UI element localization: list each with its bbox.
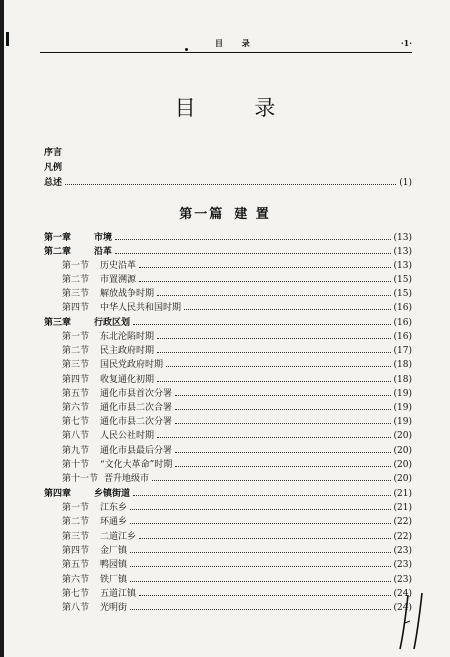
entry-page: (13) <box>393 233 412 243</box>
entry-title: 沿革 <box>94 247 113 257</box>
entry-title: 五道江镇 <box>100 589 137 599</box>
entry-number: 第七节 <box>62 589 90 599</box>
toc-section[interactable] <box>44 300 412 314</box>
entry-number: 第十节 <box>62 460 90 470</box>
entry-page: (18) <box>393 375 412 385</box>
entry-title: 通化市县最后分署 <box>100 446 173 456</box>
dot-leader <box>130 603 391 610</box>
toc-section[interactable] <box>44 600 412 614</box>
entry-title: 解放战争时期 <box>100 289 155 299</box>
entry-page: (23) <box>393 546 412 556</box>
dot-leader <box>175 460 390 467</box>
dot-leader <box>175 417 391 424</box>
entry-number: 第一章 <box>44 233 72 243</box>
dot-leader <box>115 233 391 240</box>
entry-page: (13) <box>393 261 412 271</box>
toc-section[interactable] <box>44 543 412 557</box>
toc-entry-preface[interactable] <box>44 145 412 159</box>
entry-title: 市境 <box>94 233 113 243</box>
dot-leader <box>184 303 391 310</box>
entry-page: (16) <box>393 332 412 342</box>
header-rule <box>40 52 412 53</box>
toc-chapter[interactable] <box>44 486 412 500</box>
toc-section[interactable] <box>44 386 412 400</box>
dot-leader <box>139 532 391 539</box>
entry-number: 第四章 <box>44 489 72 499</box>
entry-page: (20) <box>393 460 412 470</box>
toc-section[interactable] <box>44 272 412 286</box>
entry-number: 第二节 <box>62 346 90 356</box>
entry-number: 第四节 <box>62 546 90 556</box>
entry-number: 第七节 <box>62 417 90 427</box>
entry-number: 第十一节 <box>62 474 99 484</box>
toc-section[interactable] <box>44 343 412 357</box>
toc-section[interactable] <box>44 414 412 428</box>
entry-number: 第四节 <box>62 303 90 313</box>
entry-page: (20) <box>393 431 412 441</box>
entry-title: 东北沦陷时期 <box>100 332 155 342</box>
entry-title: 通化市县首次分署 <box>100 389 173 399</box>
entry-number: 第三节 <box>62 289 90 299</box>
entry-title: 人民公社时期 <box>100 431 155 441</box>
page-number: ·1· <box>400 38 412 48</box>
entry-number: 第二节 <box>62 517 90 527</box>
entry-number: 第九节 <box>62 446 90 456</box>
entry-number: 第三章 <box>44 318 72 328</box>
entry-page: (20) <box>393 446 412 456</box>
dot-leader <box>157 375 391 382</box>
dot-leader <box>166 360 391 367</box>
running-header <box>40 38 412 52</box>
toc-section[interactable] <box>44 514 412 528</box>
part-number: 第一篇 <box>179 207 225 222</box>
entry-number: 第二章 <box>44 247 72 257</box>
entry-page: (22) <box>393 532 412 542</box>
toc-section[interactable] <box>44 286 412 300</box>
dot-leader <box>139 589 391 596</box>
toc-section[interactable] <box>44 471 412 485</box>
entry-page: (17) <box>393 346 412 356</box>
entry-title: 凡例 <box>44 163 63 173</box>
dot-leader <box>157 332 391 339</box>
entry-page: (16) <box>393 303 412 313</box>
binding-mark <box>6 32 9 46</box>
part-heading <box>0 203 450 222</box>
dot-leader <box>152 474 391 481</box>
entry-title: 收复通化初期 <box>100 375 155 385</box>
entry-page: (19) <box>393 389 412 399</box>
toc-section[interactable] <box>44 529 412 543</box>
toc-chapter[interactable] <box>44 315 412 329</box>
part-name: 建 置 <box>234 207 271 222</box>
dot-leader <box>133 489 391 496</box>
entry-page: (23) <box>393 560 412 570</box>
dot-leader <box>175 403 391 410</box>
entry-title: 通化市县二次分署 <box>100 417 173 427</box>
toc-section[interactable] <box>44 357 412 371</box>
dot-leader <box>130 575 391 582</box>
dot-leader <box>139 261 391 268</box>
dot-leader <box>175 389 391 396</box>
entry-title: 通化市县二次合署 <box>100 403 173 413</box>
entry-number: 第三节 <box>62 532 90 542</box>
toc-section[interactable] <box>44 572 412 586</box>
entry-number: 第八节 <box>62 603 90 613</box>
dot-leader <box>130 517 391 524</box>
toc-section[interactable] <box>44 586 412 600</box>
entry-title: 行政区划 <box>94 318 131 328</box>
entry-title: 序言 <box>44 148 63 158</box>
entry-title: 市置溯源 <box>100 275 137 285</box>
dot-leader <box>157 346 391 353</box>
dot-leader <box>139 275 391 282</box>
toc-section[interactable] <box>44 557 412 571</box>
dot-leader <box>175 446 391 453</box>
entry-page: (19) <box>393 403 412 413</box>
toc-section[interactable] <box>44 400 412 414</box>
entry-page: (15) <box>393 275 412 285</box>
entry-number: 第六节 <box>62 575 90 585</box>
page-title: 目 录 <box>174 96 302 120</box>
toc-section[interactable] <box>44 372 412 386</box>
entry-number: 第二节 <box>62 275 90 285</box>
toc-section[interactable] <box>44 258 412 272</box>
entry-title: 金厂镇 <box>100 546 128 556</box>
dot-leader <box>65 178 396 185</box>
toc-section[interactable] <box>44 329 412 343</box>
entry-page: (16) <box>393 318 412 328</box>
toc-section[interactable] <box>44 428 412 442</box>
entry-title: 铁厂镇 <box>100 575 128 585</box>
entry-title: 乡镇街道 <box>94 489 131 499</box>
entry-page: (18) <box>393 360 412 370</box>
dot-leader <box>130 503 391 510</box>
dot-leader <box>130 546 391 553</box>
toc-section[interactable] <box>44 500 412 514</box>
entry-number: 第一节 <box>62 503 90 513</box>
dot-leader <box>115 247 391 254</box>
entry-title: 江东乡 <box>100 503 128 513</box>
entry-page: (20) <box>393 474 412 484</box>
entry-number: 第一节 <box>62 261 90 271</box>
entry-title: 中华人民共和国时期 <box>100 303 182 313</box>
handwritten-mark <box>393 593 432 651</box>
entry-page: (21) <box>393 503 412 513</box>
header-dot <box>185 48 188 51</box>
entry-page: (21) <box>393 489 412 499</box>
dot-leader <box>157 289 391 296</box>
entry-number: 第五节 <box>62 560 90 570</box>
toc-section[interactable] <box>44 443 412 457</box>
toc-chapter[interactable] <box>44 244 412 258</box>
entry-page: (19) <box>393 417 412 427</box>
entry-title: 历史沿革 <box>100 261 137 271</box>
entry-number: 第一节 <box>62 332 90 342</box>
entry-title: 总述 <box>44 178 63 188</box>
entry-title: 二道江乡 <box>100 532 137 542</box>
toc-section[interactable] <box>44 457 412 471</box>
entry-title: 光明街 <box>100 603 128 613</box>
entry-title: 鸭园镇 <box>100 560 128 570</box>
entry-page: (22) <box>393 517 412 527</box>
entry-title: 民主政府时期 <box>100 346 155 356</box>
entry-page: (24) <box>393 589 412 599</box>
entry-page: (15) <box>393 289 412 299</box>
entry-number: 第八节 <box>62 431 90 441</box>
entry-number: 第三节 <box>62 360 90 370</box>
entry-title: 晋升地级市 <box>104 474 150 484</box>
dot-leader <box>157 431 391 438</box>
dot-leader <box>133 318 391 325</box>
entry-number: 第六节 <box>62 403 90 413</box>
dot-leader <box>130 560 391 567</box>
toc-entry-guide[interactable] <box>44 160 412 174</box>
entry-page: (1) <box>399 178 412 188</box>
entry-title: “文化大革命”时期 <box>100 460 173 470</box>
entry-number: 第四节 <box>62 375 90 385</box>
entry-number: 第五节 <box>62 389 90 399</box>
toc-entry-overview[interactable] <box>44 175 412 189</box>
entry-page: (23) <box>393 575 412 585</box>
running-header-title: 目 录 <box>215 38 258 48</box>
entry-page: (24) <box>393 603 412 613</box>
entry-title: 环通乡 <box>100 517 128 527</box>
toc-chapter[interactable] <box>44 230 412 244</box>
entry-page: (13) <box>393 247 412 257</box>
entry-title: 国民党政府时期 <box>100 360 164 370</box>
